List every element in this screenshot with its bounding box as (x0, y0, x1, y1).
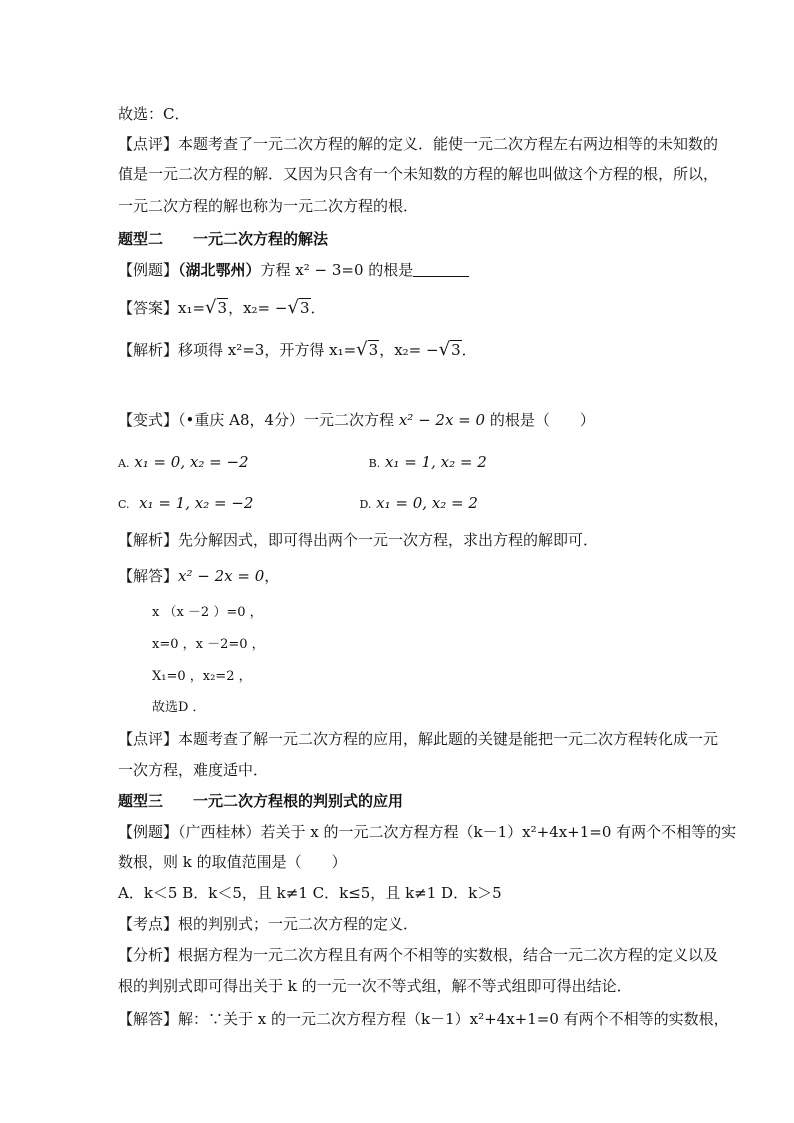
option-row (118, 493, 478, 515)
equation: x² − 2x = 0 (398, 411, 486, 429)
option-equation: x₁ = 1, x₂ = 2 (384, 453, 487, 471)
text-line: 故选：C． (118, 105, 190, 123)
sqrt-expression: √3 (205, 297, 228, 318)
analysis-text: 【解析】移项得 x²=3，开方得 x₁= (118, 341, 357, 359)
text-line: 【解析】先分解因式，即可得出两个一元一次方程，求出方程的解即可． (118, 531, 599, 549)
example-source: （湖北鄂州） (178, 261, 261, 279)
option-letter: D. (359, 498, 372, 511)
solution-line (118, 566, 279, 586)
radicand: 3 (451, 341, 461, 359)
answer-line (118, 298, 326, 318)
variant-text: 的根是（ ） (489, 411, 595, 429)
answer-blank (413, 262, 469, 277)
solution-step: x （x －2 ）=0 ， (152, 605, 263, 620)
option-row (118, 452, 487, 474)
text-line: 【点评】本题考查了一元二次方程的解的定义．能使一元二次方程左右两边相等的未知数的 (118, 135, 719, 153)
answer-text: 【答案】x₁= (118, 299, 206, 317)
radicand: 3 (368, 341, 379, 359)
solution-step: x=0 ，x －2=0 ， (152, 637, 265, 652)
text-line: A．k＜5 B．k＜5，且 k≠1 C．k≤5，且 k≠1 D．k＞5 (118, 884, 502, 902)
analysis-text: ，x₂= − (379, 341, 439, 359)
option-equation: x₁ = 1, x₂ = −2 (139, 494, 254, 512)
option-letter: B. (368, 457, 381, 470)
option-letter: C. (118, 498, 130, 511)
text-line: 值是一元二次方程的解．又因为只含有一个未知数的方程的解也叫做这个方程的根，所以， (118, 165, 719, 183)
solution-step: X₁=0 ，x₂=2 ， (152, 669, 252, 684)
analysis-text: ． (461, 341, 477, 359)
answer-text: ． (310, 299, 326, 317)
option-equation: x₁ = 0, x₂ = −2 (134, 453, 249, 471)
text-line: 【考点】根的判别式；一元二次方程的定义． (118, 915, 419, 933)
text-line: 数根，则 k 的取值范围是（ ） (118, 853, 347, 871)
option-letter: A. (118, 457, 130, 470)
radicand: 3 (299, 299, 310, 317)
section-heading: 题型三 一元二次方程根的判别式的应用 (118, 792, 404, 810)
option-equation: x₁ = 0, x₂ = 2 (376, 494, 478, 512)
section-heading: 题型二 一元二次方程的解法 (118, 230, 329, 248)
variant-text: 【变式】（•重庆 A8，4分）一元二次方程 (118, 411, 395, 429)
solution-text: ， (264, 567, 280, 585)
text-line: 【分析】根据方程为一元二次方程且有两个不相等的实数根，结合一元二次方程的定义以及 (118, 946, 719, 964)
equation: x² − 2x = 0 (178, 567, 265, 585)
text-line: 根的判别式即可得出关于 k 的一元一次不等式组，解不等式组即可得出结论． (118, 977, 632, 995)
sqrt-expression: √3 (287, 297, 310, 318)
radicand: 3 (217, 299, 228, 317)
answer-text: ，x₂= − (228, 299, 288, 317)
text-line: 一次方程，难度适中． (118, 761, 269, 779)
analysis-line (118, 340, 477, 360)
example-line (118, 260, 469, 280)
solution-step: 故选D ． (152, 700, 206, 715)
variant-line (118, 410, 595, 430)
sqrt-expression: √3 (438, 339, 461, 360)
text-line: 【例题】（广西桂林）若关于 x 的一元二次方程方程（k－1）x²+4x+1=0 有两个不相等的实 (118, 823, 737, 841)
sqrt-expression: √3 (356, 339, 379, 360)
text-line: 【解答】解：∵关于 x 的一元二次方程方程（k－1）x²+4x+1=0 有两个不相等的实数根， (118, 1010, 729, 1028)
text-line: 一元二次方程的解也称为一元二次方程的根． (118, 197, 419, 215)
solution-tag: 【解答】 (118, 567, 179, 585)
example-question: 方程 x² − 3=0 的根是 (260, 261, 414, 279)
text-line: 【点评】本题考查了解一元二次方程的应用，解此题的关键是能把一元二次方程转化成一元 (118, 730, 719, 748)
example-tag: 【例题】 (118, 261, 179, 279)
